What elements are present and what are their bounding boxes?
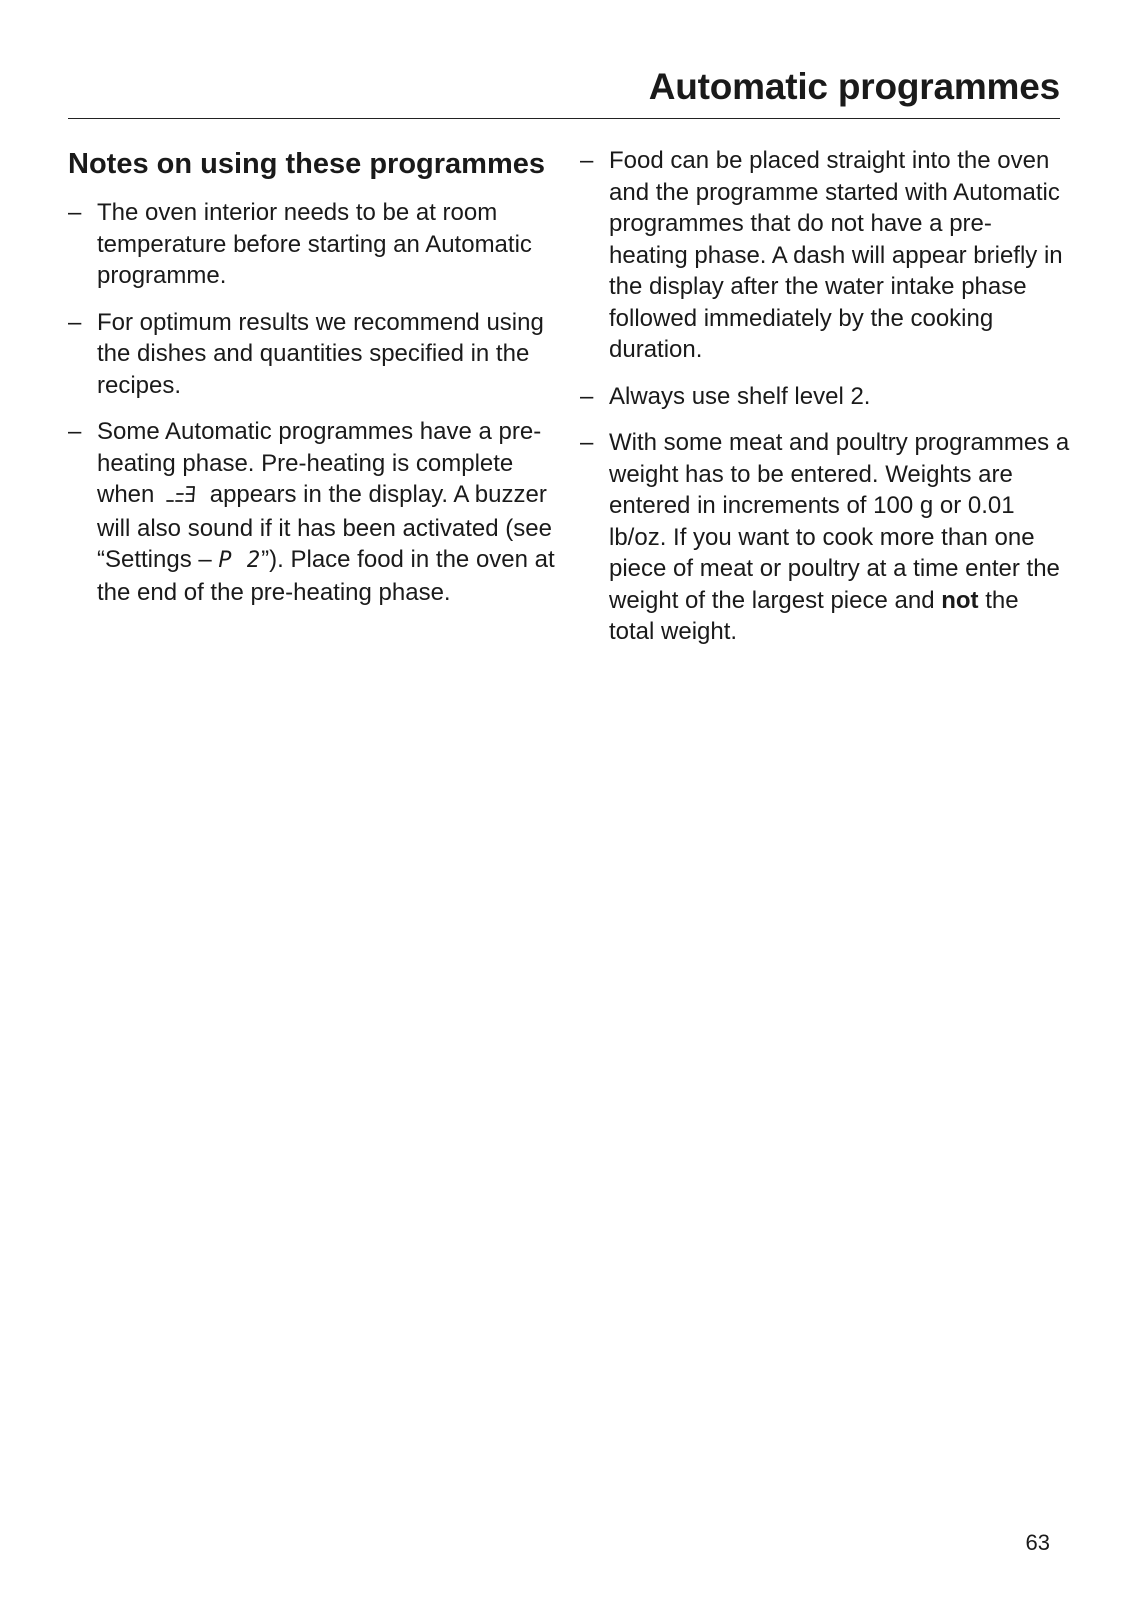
list-item-text: With some meat and poultry programmes a weight has to be entered. Weights are entered in increments of 100 g or 0.01 lb/oz. If you want to cook more than one piece of meat or poultry at a time enter the weight of the largest piece and: [609, 429, 1070, 614]
page-title: Automatic programmes: [648, 66, 1060, 107]
left-column: [68, 145, 558, 623]
dash-bullet: –: [580, 147, 594, 174]
page-header: [68, 62, 1060, 119]
list-item-text: Some Automatic programmes have a pre-heating phase. Pre-heating is complete when: [97, 418, 542, 508]
dash-bullet: –: [68, 418, 82, 445]
list-item-text: Always use shelf level 2.: [609, 382, 871, 410]
list-item-text: The oven interior needs to be at room temperature before starting an Automatic programme.: [97, 199, 532, 289]
list-item-text: Food can be placed straight into the oven and the programme started with Automatic programmes that do not have a pre-heating phase. A dash will appear briefly in the display after the water intake phase followed immediately by the cooking duration.: [609, 147, 1063, 363]
preheat-complete-display-icon: [165, 481, 199, 513]
notes-list-left: [68, 197, 558, 608]
notes-list-right: [580, 145, 1070, 648]
list-item-text: the total weight.: [609, 586, 1019, 645]
list-item-text: For optimum results we recommend using the dishes and quantities specified in the recipes.: [97, 308, 544, 399]
right-column: [580, 145, 1070, 663]
list-item: [68, 307, 558, 402]
section-title: Notes on using these programmes: [68, 148, 545, 180]
list-item: [580, 427, 1070, 648]
list-item: [68, 197, 558, 292]
display-code: P 2: [218, 548, 262, 573]
dash-bullet: –: [68, 308, 82, 336]
list-item-text: appears in the display. A buzzer will also sound if it has been activated (see “Settings –: [97, 481, 552, 573]
list-item-text: ”). Place food in the oven at the end of the pre-heating phase.: [97, 546, 555, 606]
list-item: [580, 381, 1070, 413]
dash-bullet: –: [580, 429, 594, 456]
dash-bullet: –: [580, 382, 594, 410]
list-item: [68, 416, 558, 608]
list-item: [580, 145, 1070, 366]
page-number: 63: [1025, 1530, 1050, 1555]
emphasis-text: not: [941, 586, 979, 614]
dash-bullet: –: [68, 199, 82, 226]
